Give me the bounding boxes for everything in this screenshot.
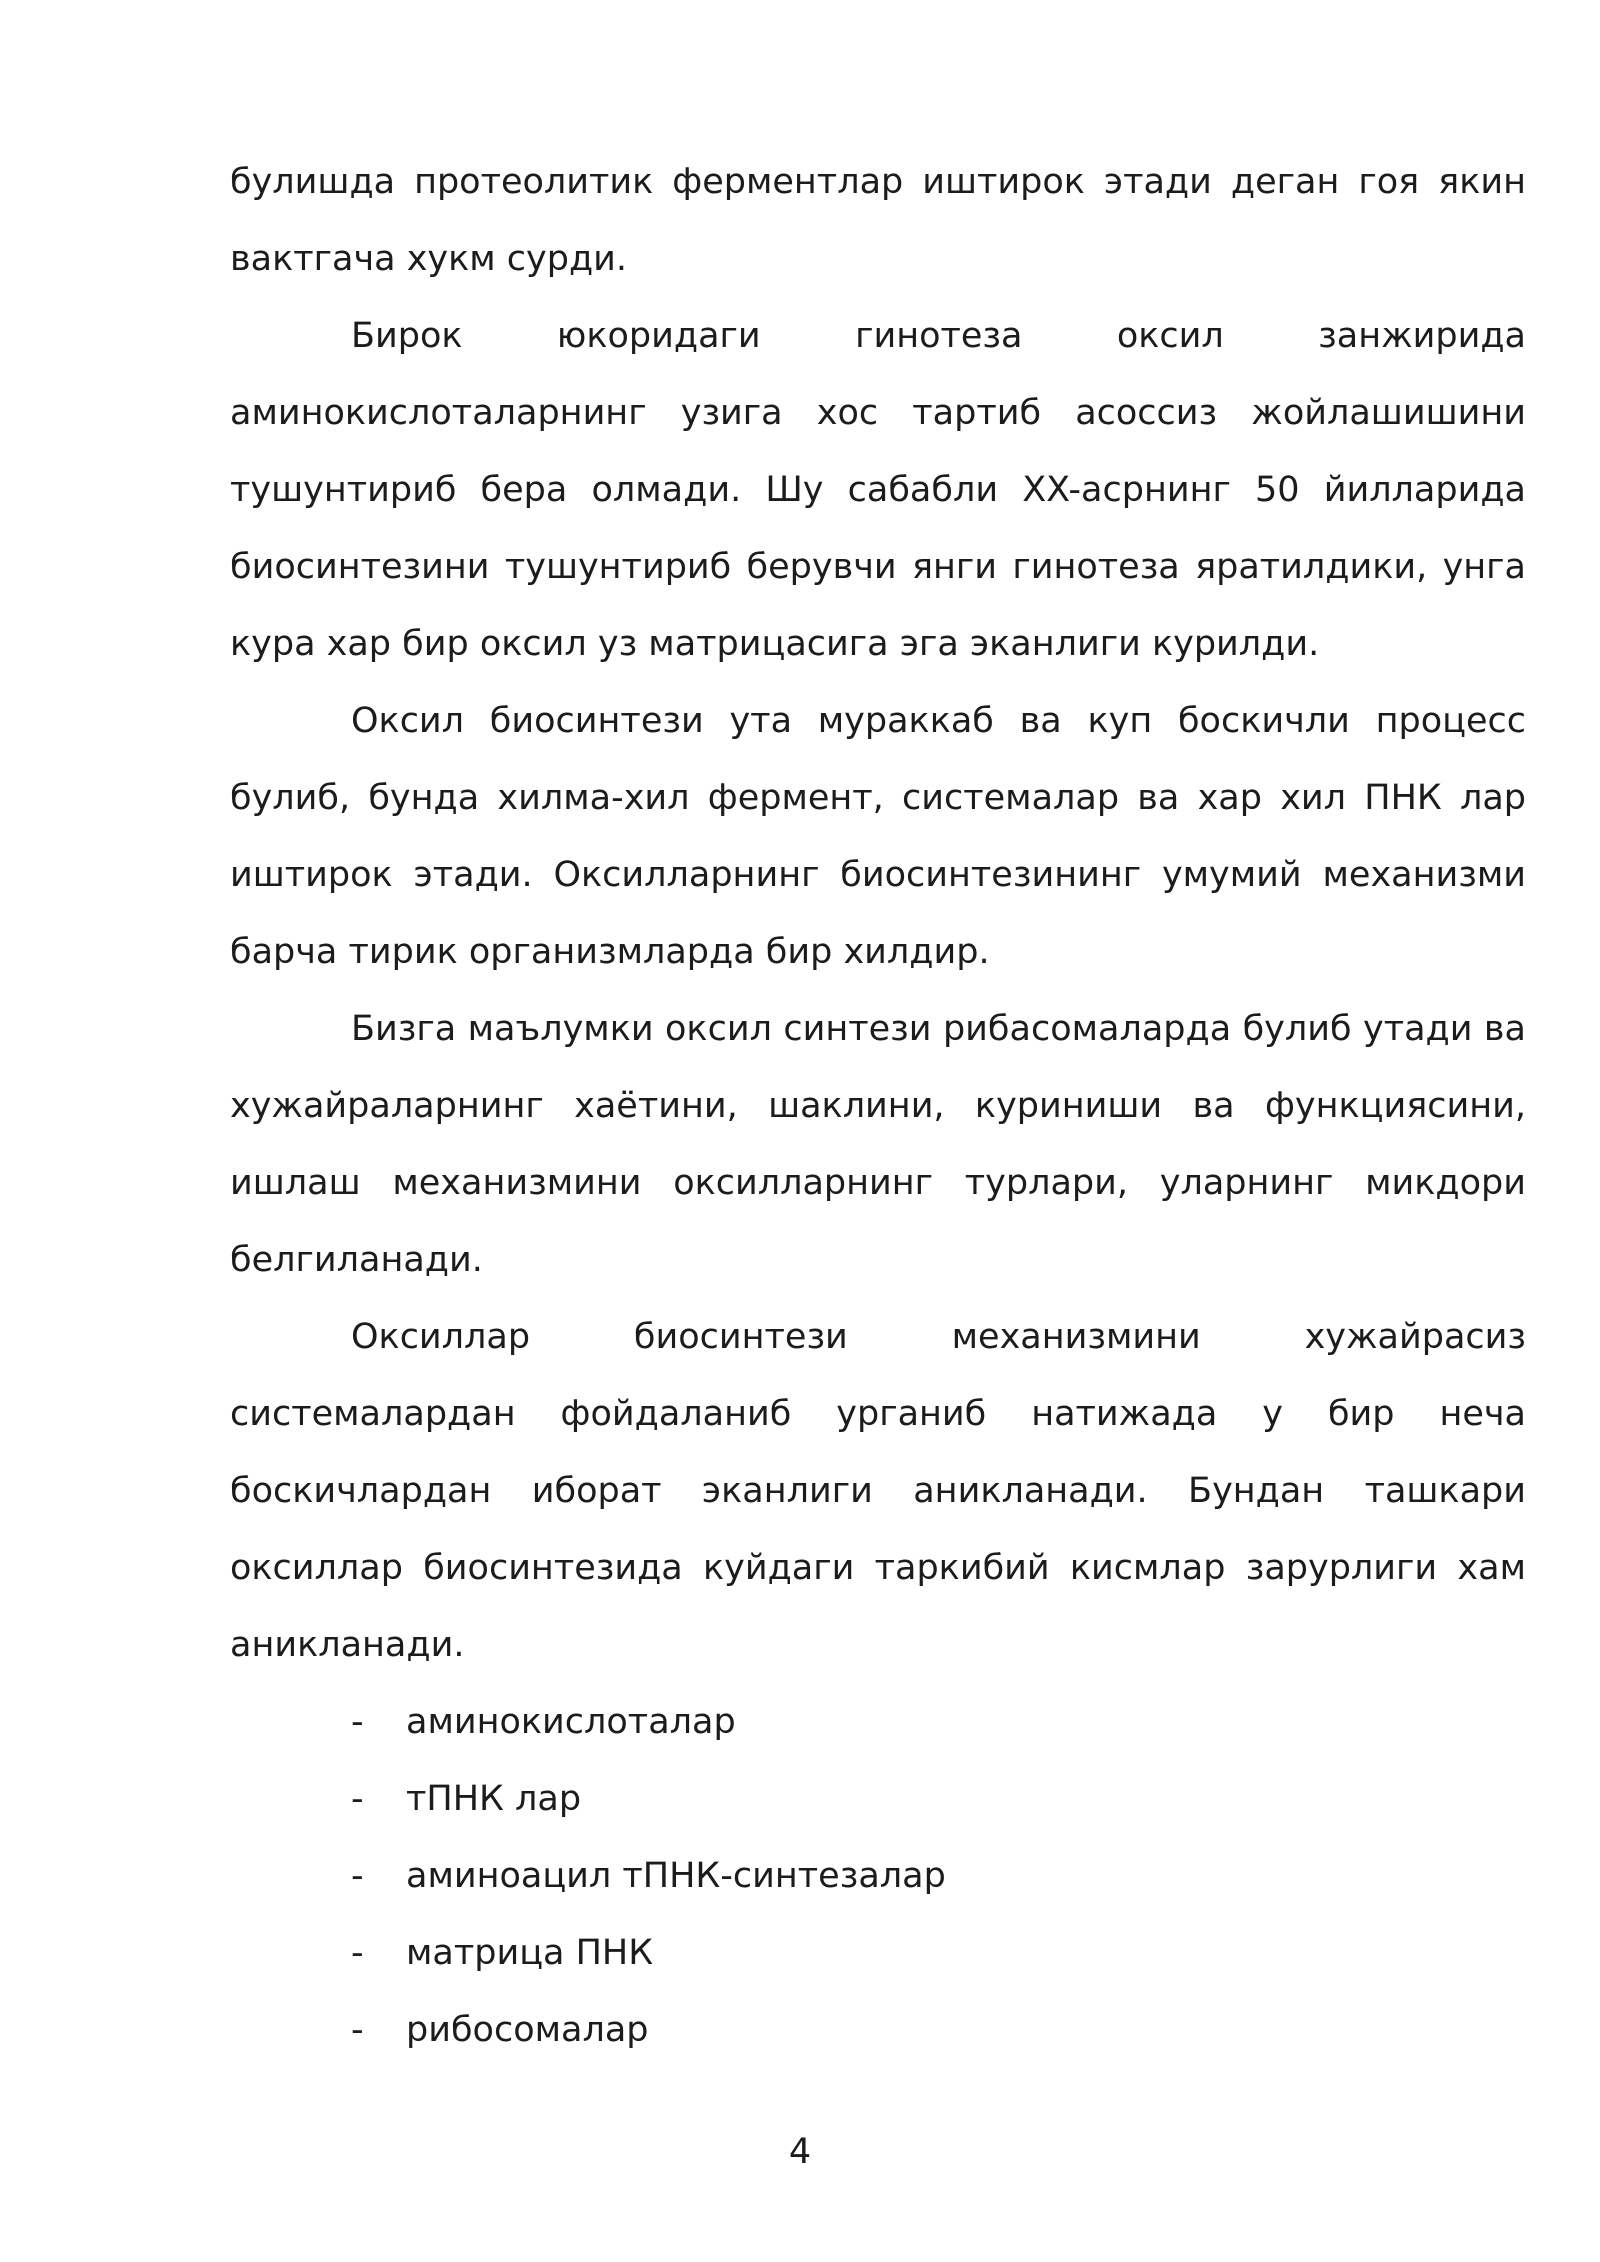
list-item <box>230 1838 1526 1915</box>
page-number: 4 <box>788 2132 812 2172</box>
paragraph-5: Оксиллар биосинтези механизмини хужайрасиз системалардан фойдаланиб урганиб натижада у бир неча боскичлардан иборат эканлиги аникланади. Бундан ташкари оксиллар биосинтезида куйдаги таркибий кисмлар зарурлиги хам аникланади. <box>230 1317 1526 1665</box>
list-dash: - <box>351 1779 364 1819</box>
paragraph-3: Оксил биосинтези ута мураккаб ва куп боскичли процесс булиб, бунда хилма-хил фермент, системалар ва хар хил ПНК лар иштирок этади. Оксилларнинг биосинтезининг умумий механизми барча тирик организмларда бир хилдир. <box>230 701 1526 972</box>
list-item <box>230 1915 1526 1992</box>
list-item-text: матрица ПНК <box>406 1933 654 1973</box>
body-text <box>230 144 1526 2069</box>
list-item-text: аминокислоталар <box>406 1702 736 1742</box>
list-dash: - <box>351 1702 364 1742</box>
list-dash: - <box>351 2010 364 2050</box>
list-item <box>230 1684 1526 1761</box>
components-list <box>230 1684 1526 2069</box>
list-dash: - <box>351 1856 364 1896</box>
list-dash: - <box>351 1933 364 1973</box>
paragraph-1: булишда протеолитик ферментлар иштирок этади деган гоя якин вактгача хукм сурди. <box>230 162 1526 279</box>
list-item <box>230 1992 1526 2069</box>
list-item-text: аминоацил тПНК-синтезалар <box>406 1856 946 1896</box>
paragraph-2: Бирок юкоридаги гинотеза оксил занжирида аминокислоталарнинг узига хос тартиб асоссиз жойлашишини тушунтириб бера олмади. Шу сабабли XX-асрнинг 50 йилларида биосинтезини тушунтириб берувчи янги гинотеза яратилдики, унга кура хар бир оксил уз матрицасига эга эканлиги курилди. <box>230 316 1526 664</box>
list-item-text: тПНК лар <box>406 1779 582 1819</box>
list-item-text: рибосомалар <box>406 2010 649 2050</box>
paragraph-4: Бизга маълумки оксил синтези рибасомаларда булиб утади ва хужайраларнинг хаётини, шаклини, куриниши ва функциясини, ишлаш механизмини оксилларнинг турлари, уларнинг микдори белгиланади. <box>230 1009 1526 1280</box>
list-item <box>230 1761 1526 1838</box>
